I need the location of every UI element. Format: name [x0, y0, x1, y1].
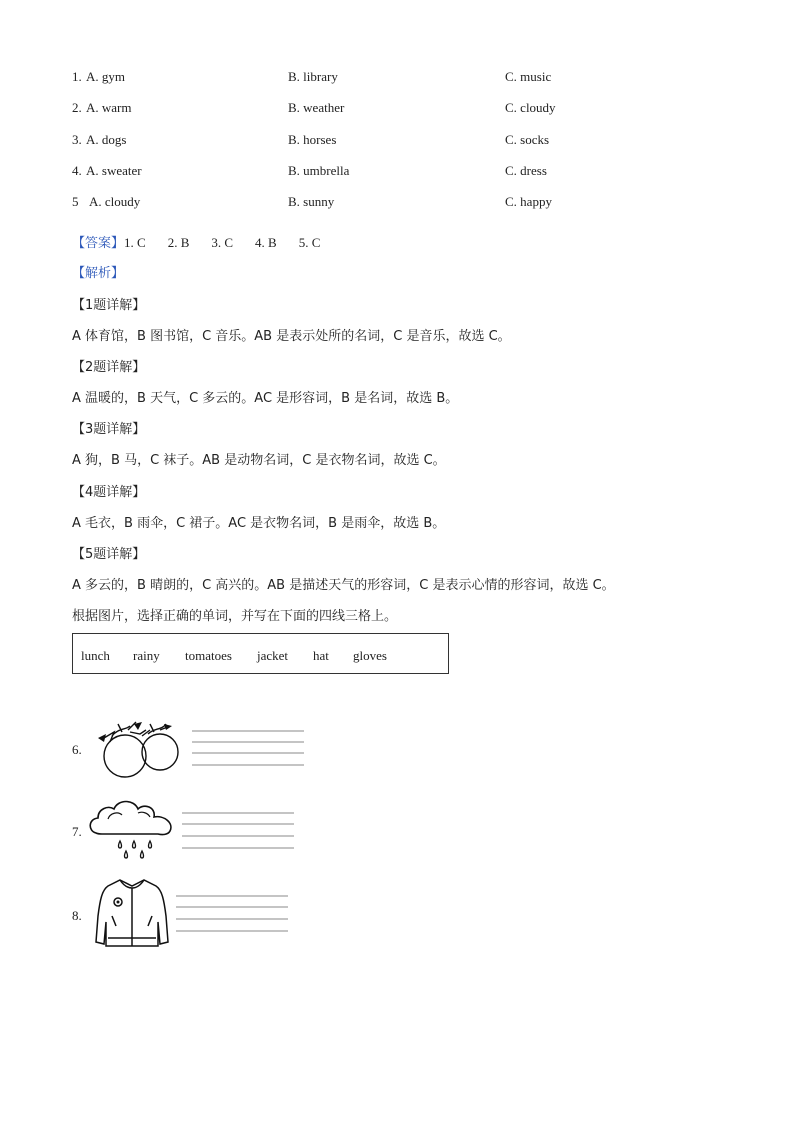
detail-text-4: A 毛衣，B 雨伞，C 裙子。AC 是衣物名词，B 是雨伞，故选 B。: [72, 516, 446, 531]
instruction-text: 根据图片，选择正确的单词，并写在下面的四线三格上。: [72, 609, 398, 624]
picture-item-number: 8.: [72, 908, 82, 923]
detail-text-3: A 狗，B 马，C 袜子。AB 是动物名词，C 是衣物名词，故选 C。: [72, 453, 446, 468]
word-bank-item: jacket: [257, 648, 289, 663]
detail-title-5: 【5题详解】: [72, 547, 146, 562]
option-b: B. horses: [288, 132, 337, 147]
word-bank-box: [72, 633, 449, 674]
option-b: B. library: [288, 69, 338, 84]
answer-line: [72, 234, 342, 253]
option-a: A. sweater: [86, 163, 142, 178]
option-c: C. happy: [505, 194, 552, 209]
question-number: 1.: [72, 69, 82, 84]
question-number: 3.: [72, 132, 82, 147]
option-a: A. warm: [86, 100, 132, 115]
detail-text-2: A 温暖的，B 天气，C 多云的。AC 是形容词，B 是名词，故选 B。: [72, 391, 459, 406]
word-bank-item: rainy: [133, 648, 160, 663]
answer-item: 4. B: [255, 235, 277, 250]
word-bank-item: hat: [313, 648, 329, 663]
picture-item-number: 6.: [72, 742, 82, 757]
tomatoes-icon: [92, 718, 184, 780]
option-c: C. dress: [505, 163, 547, 178]
question-number: 4.: [72, 163, 82, 178]
answer-label: 【答案】: [72, 236, 125, 251]
detail-text-1: A 体育馆，B 图书馆，C 音乐。AB 是表示处所的名词，C 是音乐，故选 C。: [72, 329, 511, 344]
option-b: B. umbrella: [288, 163, 350, 178]
option-c: C. cloudy: [505, 100, 556, 115]
question-number: 5: [72, 194, 79, 209]
word-bank-item: tomatoes: [185, 648, 232, 663]
question-number: 2.: [72, 100, 82, 115]
answer-item: 2. B: [167, 235, 190, 250]
option-c: C. socks: [505, 132, 550, 147]
picture-item-number: 7.: [72, 824, 82, 839]
writing-lines: [182, 810, 295, 852]
answer-item: 1. C: [124, 235, 146, 250]
detail-title-2: 【2题详解】: [72, 360, 146, 375]
option-b: B. sunny: [288, 194, 335, 209]
writing-lines: [176, 893, 289, 935]
option-a: A. dogs: [86, 132, 127, 147]
option-b: B. weather: [288, 100, 345, 115]
word-bank-item: gloves: [353, 648, 387, 663]
detail-title-1: 【1题详解】: [72, 298, 146, 313]
option-a: A. cloudy: [89, 194, 141, 209]
option-a: A. gym: [86, 69, 125, 84]
analysis-label: 【解析】: [72, 266, 125, 281]
detail-title-3: 【3题详解】: [72, 422, 146, 437]
option-c: C. music: [505, 69, 552, 84]
answer-item: 5. C: [298, 235, 321, 250]
detail-text-5: A 多云的，B 晴朗的，C 高兴的。AB 是描述天气的形容词，C 是表示心情的形容词，故选 C。: [72, 578, 615, 593]
detail-title-4: 【4题详解】: [72, 485, 146, 500]
answer-item: 3. C: [211, 235, 234, 250]
jacket-icon: [92, 876, 172, 952]
rain-cloud-icon: [88, 797, 176, 863]
writing-lines: [192, 727, 305, 769]
word-bank-item: lunch: [81, 648, 110, 663]
